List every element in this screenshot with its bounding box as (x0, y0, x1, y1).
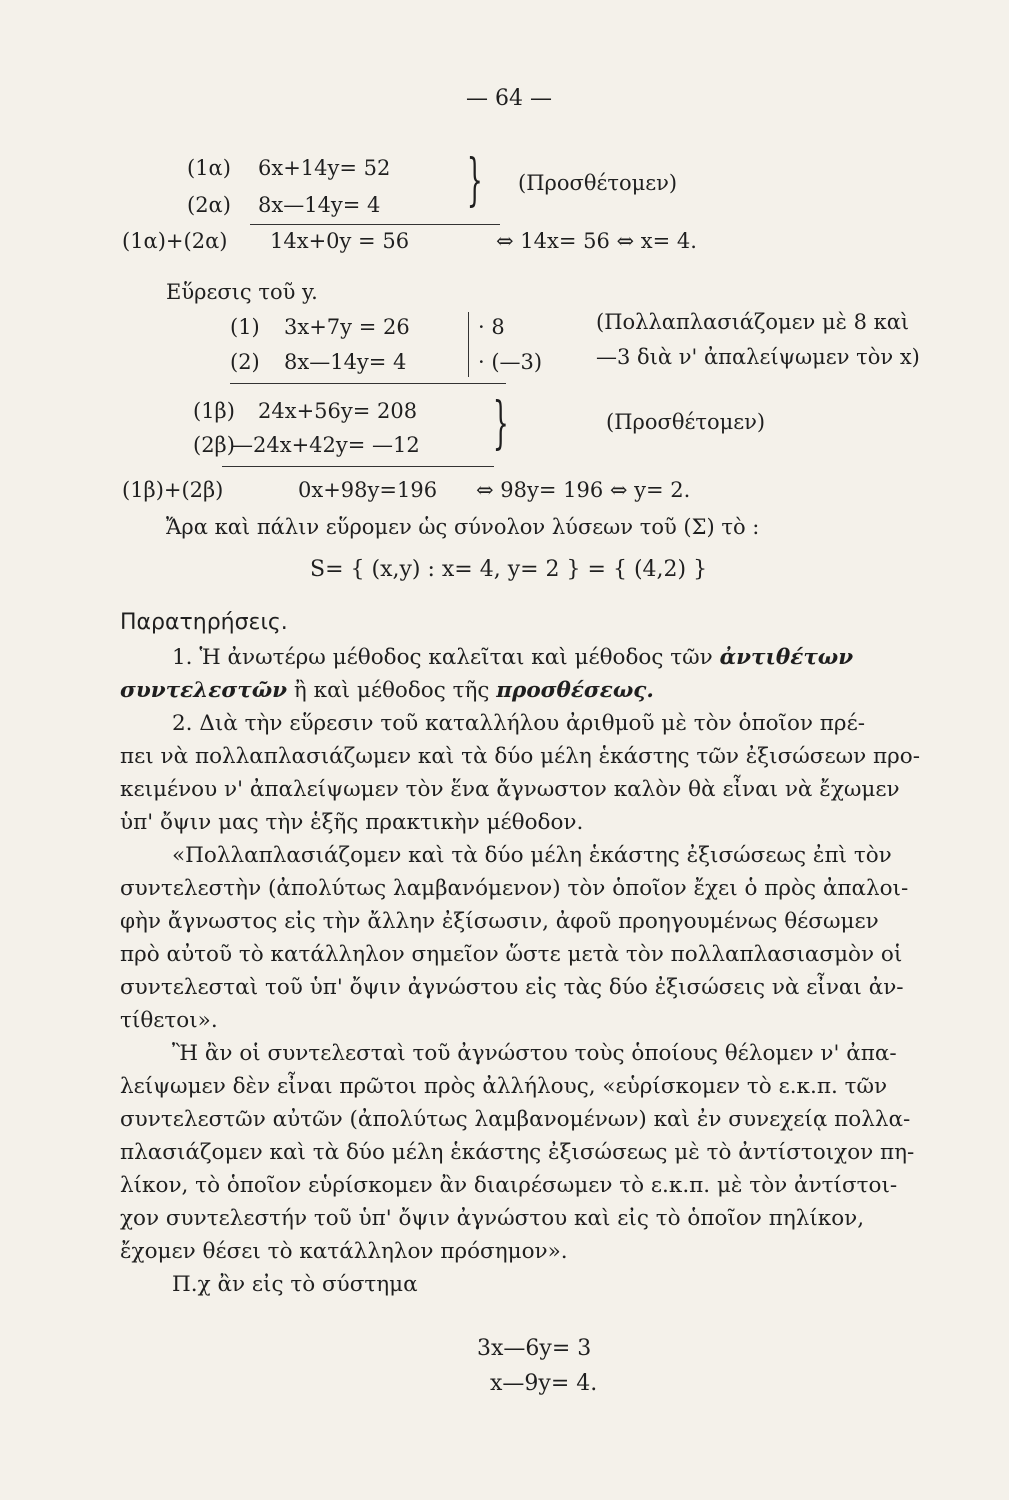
mult-1: · 8 (478, 315, 505, 339)
eq-1b-label: (1β) (193, 399, 235, 423)
para-3-line: λίκον, τὸ ὁποῖον εὑρίσκομεν ἂν διαιρέσωμεν τὸ ε.κ.π. μὲ τὸν ἀντίστοι- (120, 1173, 898, 1198)
sum-1-label: (1α)+(2α) (122, 229, 228, 253)
example-intro: Π.χ ἂν εἰς τὸ σύστημα (172, 1272, 418, 1297)
eq-2b-label: (2β) (193, 433, 235, 457)
quote-line: «Πολλαπλασιάζομεν καὶ τὰ δύο μέλη ἑκάστης ἐξισώσεως ἐπὶ τὸν (172, 843, 892, 868)
mult-2: · (—3) (478, 350, 543, 374)
quote-line: φὴν ἄγνωστος εἰς τὴν ἄλλην ἐξίσωσιν, ἀφοῦ προηγουμένως θέσωμεν (120, 909, 879, 934)
eq-1b: 24x+56y= 208 (258, 399, 418, 423)
eq-1a-label: (1α) (187, 156, 231, 180)
eq-2b: —24x+42y= —12 (232, 433, 420, 457)
note-add-1: (Προσθέτομεν) (518, 171, 678, 195)
para-3-line: Ἢ ἂν οἱ συντελεσταὶ τοῦ ἀγνώστου τοὺς ὁποίους θέλομεν ν' ἀπα- (172, 1041, 897, 1066)
sum-1: 14x+0y = 56 (270, 229, 410, 253)
note-multiply-1: (Πολλαπλασιάζομεν μὲ 8 καὶ (596, 310, 910, 334)
quote-line: τίθετοι». (120, 1008, 218, 1033)
page-number: — 64 — (466, 86, 552, 111)
mult-divider (468, 312, 469, 377)
find-y-heading: Εὕρεσις τοῦ y. (166, 280, 318, 304)
quote-line: συντελεστὴν (ἀπολύτως λαμβανόμενον) τὸν ὁποῖον ἔχει ὁ πρὸς ἀπαλοι- (120, 876, 909, 901)
body-text (120, 641, 958, 1301)
remark-1-line-2: συντελεστῶν ἢ καὶ μέθοδος τῆς προσθέσεως. (120, 678, 654, 703)
para-3-line: χον συντελεστήν τοῦ ὑπ' ὄψιν ἀγνώστου καὶ εἰς τὸ ὁποῖον πηλίκον, (120, 1206, 865, 1231)
para-3-line: πλασιάζομεν καὶ τὰ δύο μέλη ἑκάστης ἐξισώσεως μὲ τὸ ἀντίστοιχον πη- (120, 1140, 915, 1165)
quote-line: συντελεσταὶ τοῦ ὑπ' ὄψιν ἀγνώστου εἰς τὰς δύο ἐξισώσεις νὰ εἶναι ἀν- (120, 975, 904, 1000)
eq-2a-label: (2α) (187, 193, 231, 217)
eq-2a: 8x—14y= 4 (258, 193, 381, 217)
remark-2-line: ὑπ' ὄψιν μας τὴν ἑξῆς πρακτικὴν μέθοδον. (120, 810, 584, 835)
quote-line: πρὸ αὐτοῦ τὸ κατάλληλον σημεῖον ὥστε μετὰ τὸν πολλαπλασιασμὸν οἱ (120, 942, 903, 967)
conclusion-line: Ἄρα καὶ πάλιν εὕρομεν ὡς σύνολον λύσεων τοῦ (Σ) τὸ : (166, 515, 760, 539)
example-eq-1: 3x—6y= 3 (477, 1336, 592, 1361)
brace-2: } (492, 391, 509, 456)
sum-line-2 (222, 466, 494, 467)
remarks-heading: Παρατηρήσεις. (120, 610, 288, 635)
solution-set: S= { (x,y) : x= 4, y= 2 } = { (4,2) } (310, 557, 708, 582)
note-multiply-2: —3 διὰ ν' ἀπαλείψωμεν τὸν x) (596, 345, 920, 369)
result-y: ⇔ 98y= 196 ⇔ y= 2. (476, 478, 691, 502)
eq-2: 8x—14y= 4 (284, 350, 407, 374)
para-3-line: ἔχομεν θέσει τὸ κατάλληλον πρόσημον». (120, 1239, 568, 1264)
sum-2-label: (1β)+(2β) (122, 478, 224, 502)
sum-2: 0x+98y=196 (298, 478, 438, 502)
result-x: ⇔ 14x= 56 ⇔ x= 4. (496, 229, 697, 253)
eq-1: 3x+7y = 26 (284, 315, 410, 339)
remark-1-line-1: 1. Ἡ ἀνωτέρω μέθοδος καλεῖται καὶ μέθοδος τῶν ἀντιθέτων (172, 645, 854, 670)
remark-2-line: κειμένου ν' ἀπαλείψωμεν τὸν ἕνα ἄγνωστον καλὸν θὰ εἶναι νὰ ἔχωμεν (120, 777, 900, 802)
remark-2-line: πει νὰ πολλαπλασιάζωμεν καὶ τὰ δύο μέλη ἑκάστης τῶν ἐξισώσεων προ- (120, 744, 921, 769)
example-eq-2: x—9y= 4. (490, 1371, 598, 1396)
eq-2-label: (2) (230, 350, 260, 374)
separator-line (230, 383, 506, 384)
brace-1: } (466, 148, 483, 213)
eq-1-label: (1) (230, 315, 260, 339)
sum-line-1 (250, 224, 500, 225)
eq-1a: 6x+14y= 52 (258, 156, 391, 180)
note-add-2: (Προσθέτομεν) (606, 410, 766, 434)
para-3-line: λείψωμεν δὲν εἶναι πρῶτοι πρὸς ἀλλήλους, «εὑρίσκομεν τὸ ε.κ.π. τῶν (120, 1074, 888, 1099)
para-3-line: συντελεστῶν αὐτῶν (ἀπολύτως λαμβανομένων) καὶ ἐν συνεχείᾳ πολλα- (120, 1107, 911, 1132)
remark-2-line: 2. Διὰ τὴν εὕρεσιν τοῦ καταλλήλου ἀριθμοῦ μὲ τὸν ὁποῖον πρέ- (172, 711, 865, 736)
